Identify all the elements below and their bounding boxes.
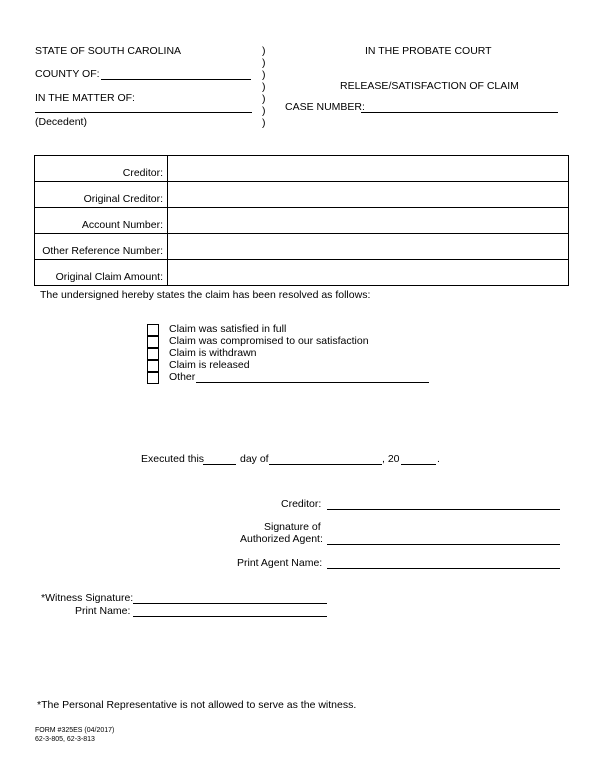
county-label: COUNTY OF: <box>35 68 100 80</box>
matter-label: IN THE MATTER OF: <box>35 92 135 104</box>
paren: ) <box>262 45 266 57</box>
checkbox-withdrawn[interactable] <box>147 348 159 360</box>
form-title: RELEASE/SATISFACTION OF CLAIM <box>340 80 519 92</box>
account-number-row-label: Account Number: <box>35 208 168 234</box>
creditor-row-label: Creditor: <box>35 156 168 182</box>
checkbox-compromised[interactable] <box>147 336 159 348</box>
creditor-label: Creditor: <box>281 498 322 510</box>
paren: ) <box>262 105 266 117</box>
paren: ) <box>262 117 266 129</box>
print-agent-label: Print Agent Name: <box>237 557 323 569</box>
month-field[interactable] <box>269 464 382 465</box>
table-row <box>35 260 569 286</box>
option-label: Claim is released <box>169 359 250 371</box>
option-label: Other <box>169 371 196 383</box>
checkbox-released[interactable] <box>147 360 159 372</box>
other-reference-row-field[interactable] <box>168 234 569 260</box>
case-number-field[interactable] <box>361 112 558 113</box>
year-prefix: , 20 <box>382 453 400 465</box>
form-number: FORM #325ES (04/2017) <box>35 727 115 734</box>
option-label: Claim was compromised to our satisfaction <box>169 335 369 347</box>
witness-print-name-field[interactable] <box>133 616 327 617</box>
table-row <box>35 156 569 182</box>
table-row <box>35 208 569 234</box>
witness-print-name-label: Print Name: <box>75 605 131 617</box>
decedent-label: (Decedent) <box>35 116 87 128</box>
creditor-row-field[interactable] <box>168 156 569 182</box>
claim-amount-row-field[interactable] <box>168 260 569 286</box>
signature-of-label: Signature of <box>264 521 321 533</box>
paren: ) <box>262 93 266 105</box>
account-number-row-field[interactable] <box>168 208 569 234</box>
statutes: 62-3-805, 62-3-813 <box>35 736 95 743</box>
checkbox-other[interactable] <box>147 372 159 384</box>
table-row <box>35 182 569 208</box>
paren: ) <box>262 57 266 69</box>
agent-signature-field[interactable] <box>327 544 560 545</box>
executed-this-label: Executed this <box>141 453 205 465</box>
period: . <box>437 453 440 465</box>
state-label: STATE OF SOUTH CAROLINA <box>35 45 182 57</box>
footnote: *The Personal Representative is not allowed to serve as the witness. <box>37 699 357 711</box>
other-reference-row-label: Other Reference Number: <box>35 234 168 260</box>
paren: ) <box>262 81 266 93</box>
authorized-agent-label: Authorized Agent: <box>240 533 323 545</box>
original-creditor-row-label: Original Creditor: <box>35 182 168 208</box>
day-of-label: day of <box>240 453 269 465</box>
witness-signature-label: *Witness Signature: <box>41 592 134 604</box>
other-field[interactable] <box>196 382 429 383</box>
witness-signature-field[interactable] <box>133 603 327 604</box>
county-field[interactable] <box>101 79 251 80</box>
checkbox-satisfied[interactable] <box>147 324 159 336</box>
print-agent-field[interactable] <box>327 568 560 569</box>
paren: ) <box>262 69 266 81</box>
table-row <box>35 234 569 260</box>
claim-table <box>34 155 569 286</box>
claim-amount-row-label: Original Claim Amount: <box>35 260 168 286</box>
option-label: Claim is withdrawn <box>169 347 257 359</box>
case-number-label: CASE NUMBER: <box>285 101 365 113</box>
statement-text: The undersigned hereby states the claim has been resolved as follows: <box>40 289 371 301</box>
option-label: Claim was satisfied in full <box>169 323 287 335</box>
year-field[interactable] <box>401 464 436 465</box>
creditor-field[interactable] <box>327 509 560 510</box>
day-field[interactable] <box>203 464 236 465</box>
court-label: IN THE PROBATE COURT <box>365 45 492 57</box>
original-creditor-row-field[interactable] <box>168 182 569 208</box>
matter-field[interactable] <box>35 112 252 113</box>
